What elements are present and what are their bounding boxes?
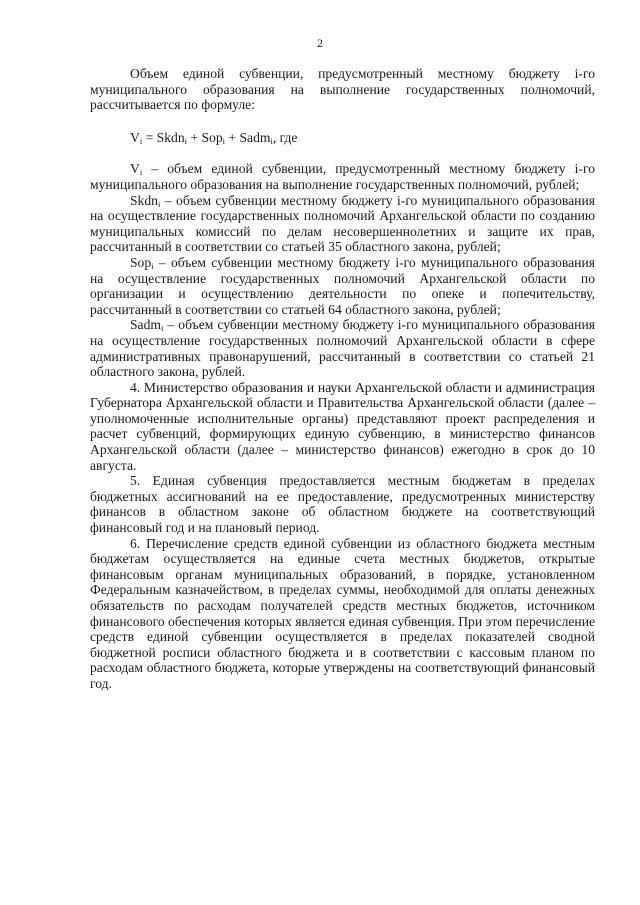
definition-vi bbox=[90, 161, 595, 192]
definition-text: – объем субвенции местному бюджету i-го муниципального образования на осуществление государственных полномочий Архангельской области по организации и осуществлению деятельности по опеке и попечительству, рассчитанный в соответствии со статьей 64 областного закона, рублей; bbox=[90, 254, 595, 317]
formula-term-sadm: Sadm bbox=[239, 129, 271, 145]
definition-symbol: Sadm bbox=[130, 317, 161, 333]
clause-5: 5. Единая субвенция предоставляется местным бюджетам в пределах бюджетных ассигнований на ее предоставление, предусмотренных министерству финансов в областном законе об областном бюджете на соответствующий финансовый год и на плановый период. bbox=[90, 473, 595, 536]
definition-symbol: Skdn bbox=[130, 192, 158, 208]
definition-symbol-sub: i bbox=[151, 260, 154, 271]
intro-paragraph: Объем единой субвенции, предусмотренный местному бюджету i-го муниципального образования на выполнение государственных полномочий, рассчитывается по формуле: bbox=[90, 66, 595, 113]
clause-4: 4. Министерство образования и науки Архангельской области и администрация Губернатора Архангельской области и Правительства Архангельской области (далее – уполномоченные исполнительные органы) представляют проект распределения и расчет субвенций, формирующих единую субвенцию, в министерство финансов Архангельской области (далее – министерство финансов) ежегодно в срок до 10 августа. bbox=[90, 379, 595, 473]
formula-term-sop-sub: i bbox=[222, 135, 225, 146]
formula-lhs: V bbox=[130, 129, 140, 145]
formula-line bbox=[90, 130, 595, 146]
definition-text: – объем субвенции местному бюджету i-го муниципального образования на осуществление государственных полномочий Архангельской области по созданию муниципальных комиссий по делам несовершеннолетних и защите их прав, рассчитанный в соответствии со статьей 35 областного закона, рублей; bbox=[90, 192, 595, 255]
formula-plus: + bbox=[187, 129, 202, 145]
definition-symbol: V bbox=[130, 161, 140, 177]
formula-term-skdn-sub: i bbox=[184, 135, 187, 146]
formula-lhs-sub: i bbox=[139, 135, 143, 146]
definition-text: – объем субвенции местному бюджету i-го муниципального образования на осуществление государственных полномочий Архангельской области в сфере административных правонарушений, рассчитанный в соответствии со статьей 21 областного закона, рублей. bbox=[90, 317, 595, 380]
formula-eq: = bbox=[142, 129, 157, 145]
page-number: 2 bbox=[317, 36, 323, 50]
definition-sadm bbox=[90, 317, 595, 379]
document-body bbox=[90, 66, 595, 692]
formula-term-sadm-sub: i bbox=[270, 135, 273, 146]
definition-symbol-sub: i bbox=[139, 167, 143, 178]
formula-tail: , где bbox=[272, 129, 298, 145]
definition-skdn bbox=[90, 193, 595, 255]
definition-sop bbox=[90, 255, 595, 317]
definition-symbol-sub: i bbox=[157, 198, 161, 209]
formula-term-skdn: Skdn bbox=[156, 129, 185, 145]
clause-6: 6. Перечисление средств единой субвенции из областного бюджета местным бюджетам осуществляется на единые счета местных бюджетов, открытые финансовым органам муниципальных образований, в порядке, установленном Федеральным казначейством, в пределах суммы, необходимой для оплаты денежных обязательств по расходам получателей средств местных бюджетов, источником финансового обеспечения которых является единая субвенция. При этом перечисление средств единой субвенции осуществляется в пределах показателей сводной бюджетной росписи областного бюджета и в соответствии с кассовым планом по расходам областного бюджета, которые утверждены на соответствующий финансовый год. bbox=[90, 535, 596, 691]
definition-symbol-sub: i bbox=[160, 323, 164, 334]
formula-term-sop: Sop bbox=[201, 129, 223, 145]
definitions-list bbox=[90, 161, 595, 379]
definition-symbol: Sop bbox=[130, 254, 152, 270]
formula-plus: + bbox=[225, 129, 240, 145]
definition-text: – объем единой субвенции, предусмотренный местному бюджету i-го муниципального образования на выполнение государственных полномочий, рублей; bbox=[90, 161, 595, 192]
